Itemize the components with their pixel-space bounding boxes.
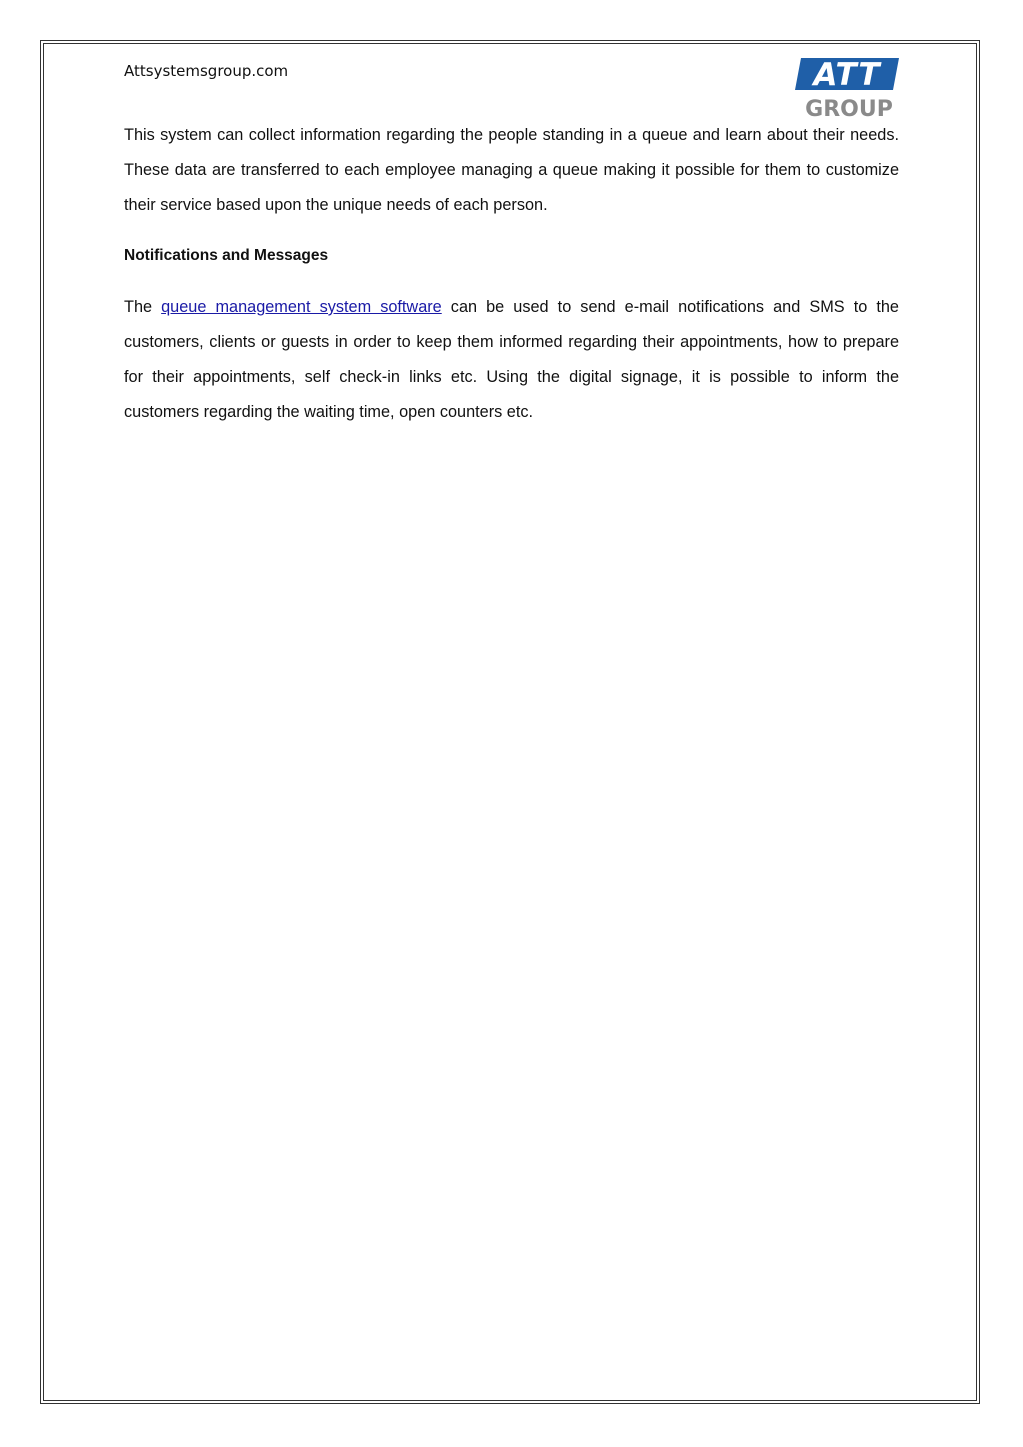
document-body	[124, 118, 899, 430]
site-name: Attsystemsgroup.com	[124, 62, 289, 80]
logo-top-text: ATT	[813, 57, 881, 93]
att-group-logo	[795, 52, 901, 120]
logo-bottom-text: GROUP	[805, 97, 893, 120]
paragraph-text-end: can be used to send e-mail notifications and SMS to the customers, clients or guests in order to keep them informed regarding their appointments, how to prepare for their appointments, self check-in links etc. Using the digital signage, it is possible to inform the customers regarding the waiting time, open counters etc.	[124, 298, 899, 421]
queue-software-link[interactable]: queue management system software	[161, 298, 442, 316]
paragraph-notifications	[124, 290, 899, 430]
paragraph-text-start: The	[124, 298, 162, 316]
paragraph-queue-info: This system can collect information regarding the people standing in a queue and learn about their needs. These data are transferred to each employee managing a queue making it possible for them to customize their service based upon the unique needs of each person.	[124, 126, 899, 214]
section-heading: Notifications and Messages	[124, 247, 329, 264]
